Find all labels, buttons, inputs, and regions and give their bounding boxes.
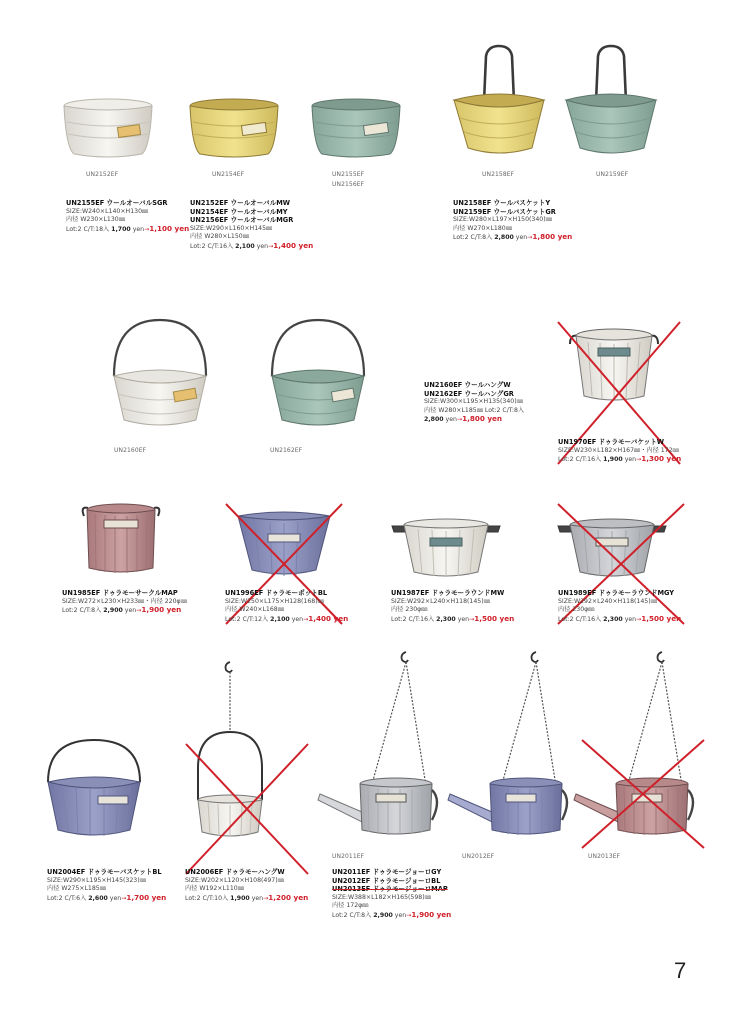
caption-un2013ef: UN2013EF <box>588 853 621 860</box>
info-un1987ef: UN1987EF ドゥラモーラウンドMW SIZE:W292×L240×H118(145)㎜ 内径 230φ㎜ Lot:2 C/T:16入 2,300 yen→1,500 yen <box>391 589 515 623</box>
discontinued-cross-un2013ef <box>578 736 708 852</box>
hang-green-image <box>268 318 368 430</box>
caption-un2155ef: UN2155EF <box>332 171 365 178</box>
info-un1989ef: UN1989EF ドゥラモーラウンドMGY SIZE:W292×L240×H118(145)㎜ 内径 230φ㎜ Lot:2 C/T:16入 2,300 yen→1,500 yen <box>558 589 682 623</box>
dolamo-circle-pink-image <box>80 502 162 576</box>
info-un2155ef: UN2155EF ウールオーバルSGR SIZE:W240×L140×H130㎜ 内径 W230×L130㎜ Lot:2 C/T:18入 1,700 yen→1,100 yen <box>66 199 190 233</box>
page-number: 7 <box>674 958 687 983</box>
oval-pot-green-image <box>308 98 404 160</box>
discontinued-cross-un2006ef <box>182 740 312 878</box>
watering-can-blue-image <box>446 650 570 842</box>
caption-un2152ef: UN2152EF <box>86 171 119 178</box>
oval-pot-yellow-image <box>186 98 282 160</box>
oval-pot-white-image <box>60 98 156 160</box>
info-un2158ef: UN2158EF ウールバスケットY UN2159EF ウールバスケットGR SIZE:W280×L197×H150(340)㎜ 内径 W270×L180㎜ Lot:2 C/T:8入 2,800 yen→1,800 yen <box>453 199 573 242</box>
caption-un2162ef: UN2162EF <box>270 447 303 454</box>
hang-white-image <box>110 318 210 430</box>
info-un2011ef: UN2011EF ドゥラモージョーロGY UN2012EF ドゥラモージョーロBL UN2013EF ドゥラモージョーロMAP SIZE:W388×L182×H165(598)㎜ 内径 172φ㎜ Lot:2 C/T:8入 2,900 yen→1,900 yen <box>332 868 452 919</box>
caption-un2011ef: UN2011EF <box>332 853 365 860</box>
basket-green-image <box>564 44 658 162</box>
caption-un2159ef: UN2159EF <box>596 171 629 178</box>
caption-un2158ef: UN2158EF <box>482 171 515 178</box>
info-un1985ef: UN1985EF ドゥラモーサークルMAP SIZE:W272×L230×H233㎜・内径 220φ㎜ Lot:2 C/T:8入 2,900 yen→1,900 yen <box>62 589 187 615</box>
dolamo-round-white-image <box>390 516 502 580</box>
info-un2004ef: UN2004EF ドゥラモーバスケットBL SIZE:W290×L195×H145(323)㎜ 内径 W275×L185㎜ Lot:2 C/T:6入 2,600 yen→1,700 yen <box>47 868 167 902</box>
basket-yellow-image <box>452 44 546 162</box>
caption-un2012ef: UN2012EF <box>462 853 495 860</box>
info-un2160ef: UN2160EF ウールハングW UN2162EF ウールハングGR SIZE:W300×L195×H135(340)㎜ 内径 W280×L185㎜ Lot:2 C/T:8入 2,800 yen→1,800 yen <box>424 381 525 424</box>
info-un1970ef: UN1970EF ドゥラモーバケットW SIZE:W230×L182×H167㎜・内径 172㎜ Lot:2 C/T:16入 1,900 yen→1,300 yen <box>558 438 682 464</box>
watering-can-grey-image <box>316 650 440 842</box>
info-un2152ef: UN2152EF ウールオーバルMW UN2154EF ウールオーバルMY UN2156EF ウールオーバルMGR SIZE:W290×L160×H145㎜ 内径 W280×L150㎜ Lot:2 C/T:16入 2,100 yen→1,400 yen <box>190 199 314 250</box>
caption-un2160ef: UN2160EF <box>114 447 147 454</box>
info-un2006ef: UN2006EF ドゥラモーハングW SIZE:W202×L120×H108(497)㎜ 内径 W192×L110㎜ Lot:2 C/T:10入 1,900 yen→1,200 yen <box>185 868 309 902</box>
caption-un2156ef: UN2156EF <box>332 181 365 188</box>
dolamo-basket-blue-image <box>44 738 144 840</box>
caption-un2154ef: UN2154EF <box>212 171 245 178</box>
info-un1996ef: UN1996EF ドゥラモーポットBL SIZE:W250×L175×H128(168)㎜ 内径 W240×L168㎜ Lot:2 C/T:12入 2,100 yen→1,400 yen <box>225 589 349 623</box>
